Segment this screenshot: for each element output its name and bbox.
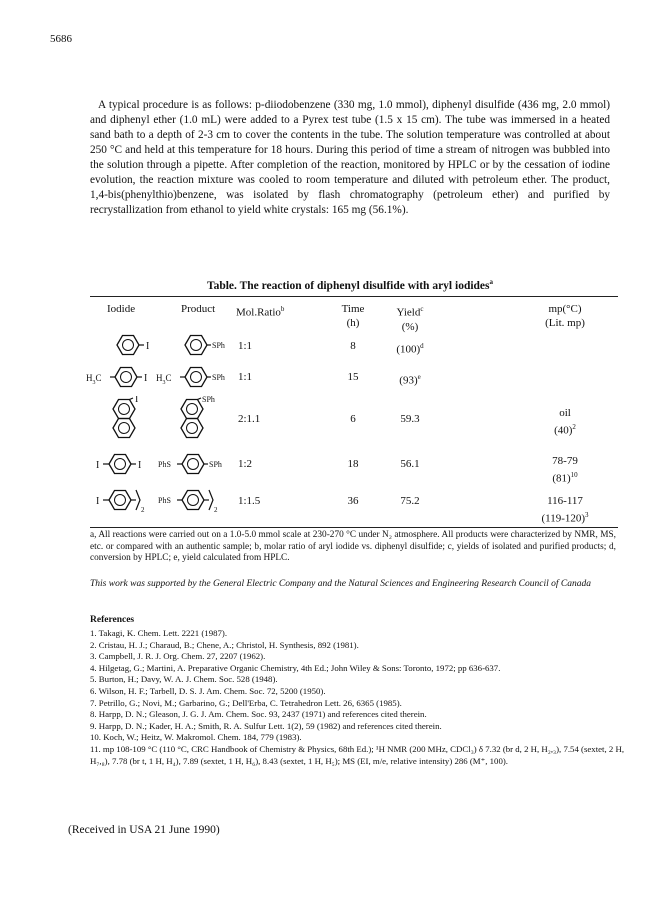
row-4-mp-value: 78-79 xyxy=(552,455,578,467)
row-5-mp-lit xyxy=(520,508,610,526)
header-mol-ratio-mark: b xyxy=(280,305,285,313)
header-yield-label xyxy=(385,302,435,320)
table-bottom-rule xyxy=(90,527,618,528)
row-4-mp-lit-ref: 10 xyxy=(570,471,578,479)
header-product: Product xyxy=(181,303,216,315)
page-number: 5686 xyxy=(50,33,72,45)
iodide-structure-5 xyxy=(94,487,164,515)
header-time-label: Time xyxy=(341,303,365,315)
methyl-sub: 3 xyxy=(162,380,166,386)
reference-item: 2. Cristau, H. J.; Charaud, B.; Chene, A.; Christol, H. Synthesis, 892 (1981). xyxy=(90,639,359,650)
row-4-yield: 56.1 xyxy=(400,458,420,470)
row-2-time: 15 xyxy=(347,371,359,383)
product-structure-3 xyxy=(176,396,236,444)
row-5-mp-lit-value: (119-120) xyxy=(541,512,586,525)
row-5-ratio: 1:1.5 xyxy=(238,495,261,507)
reference-item: 4. Hilgetag, G.; Martini, A. Preparative Organic Chemistry, 4th Ed.; John Wiley & Sons: Toronto, 1972; pp 636-637. xyxy=(90,662,501,673)
row-3-mp xyxy=(530,406,600,438)
product-structure-5 xyxy=(158,487,238,515)
row-1-yield xyxy=(385,339,435,357)
iodide-structure-2 xyxy=(84,364,164,390)
iodide-structure-3 xyxy=(108,396,158,444)
row-4-mp-lit-value: (81) xyxy=(552,472,571,485)
reference-item: 3. Campbell, J. R. J. Org. Chem. 27, 2207 (1962). xyxy=(90,651,266,662)
iodo-label: I xyxy=(138,460,142,471)
row-5-mp-value: 116-117 xyxy=(547,495,583,507)
row-5-mp xyxy=(520,494,610,526)
methyl-c: C xyxy=(165,373,172,383)
table-title-text: Table. The reaction of diphenyl disulfide with aryl iodides xyxy=(206,279,490,292)
received-date: (Received in USA 21 June 1990) xyxy=(68,824,220,836)
sph-label: SPh xyxy=(209,460,222,469)
header-mp-label: mp(°C) xyxy=(548,303,582,315)
references-list xyxy=(90,628,630,767)
sph-label: SPh xyxy=(202,396,215,404)
table-top-rule xyxy=(90,296,618,297)
procedure-paragraph: A typical procedure is as follows: p-diiodobenzene (330 mg, 1.0 mmol), diphenyl disulfide (436 mg, 2.0 mmol) and diphenyl ether (1.0 mL) were added to a Pyrex test tube (1.5 x 15 cm). The tube was immersed in a heated sand bath to a depth of 2-3 cm to cover the contents in the tube. The solution temperature was controlled at about 250 °C and held at this temperature for 18 hours. During this period of time a stream of nitrogen was bubbled into the solution through a pipette. After completion of the reaction, monitored by HPLC or by the cessation of iodine evolution, the reaction mixture was cooled to room temperature and diluted with petroleum ether. The product, 1,4-bis(phenylthio)benzene, was isolated by flash chromatography (petroleum ether) and purified by recrystallization from ethanol to yield white crystals: 165 mg (56.1%). xyxy=(90,99,610,216)
row-3-ratio: 2:1.1 xyxy=(238,413,261,425)
iodo-label: I xyxy=(96,496,100,507)
row-4-time: 18 xyxy=(347,458,359,470)
methyl-label xyxy=(156,373,172,386)
iodide-structure-1 xyxy=(112,332,162,358)
row-5-time: 36 xyxy=(347,495,359,507)
row-5-yield: 75.2 xyxy=(400,495,420,507)
phs-label: PhS xyxy=(158,496,171,505)
row-1-time: 8 xyxy=(350,340,356,352)
row-4-ratio: 1:2 xyxy=(238,458,253,470)
para-sub-label: 2 xyxy=(214,506,218,514)
table-footnote: a, All reactions were carried out on a 1.0-5.0 mmol scale at 230-270 °C under N₂ atmosphere. All products were characterized by NMR, MS, etc. or compared with an authentic sample; b, molar ratio of aryl iodide vs. diphenyl disulfide; c, yields of isolated and purified products; d, conversion by HPLC; e, yield calculated from HPLC. xyxy=(90,530,616,563)
reference-item: 10. Koch, W.; Heitz, W. Makromol. Chem. 184, 779 (1983). xyxy=(90,732,302,743)
header-time xyxy=(330,302,376,330)
reference-item: 7. Petrillo, G.; Novi, M.; Garbarino, G.; Dell'Erba, C. Tetrahedron Lett. 26, 6365 (1985). xyxy=(90,697,402,708)
row-3-mp-lit-ref: 2 xyxy=(572,423,576,431)
row-2-yield xyxy=(385,370,435,388)
references-heading: References xyxy=(90,615,135,625)
header-mp xyxy=(530,302,600,330)
table-title-footnote-mark: a xyxy=(489,278,494,286)
iodo-label: I xyxy=(144,373,148,384)
product-structure-1 xyxy=(180,332,240,358)
header-mol-ratio-text: Mol.Ratio xyxy=(236,306,281,319)
reference-item: 9. Harpp, D. N.; Kader, H. A.; Smith, R. A. Sulfur Lett. 1(2), 59 (1982) and references cited therein. xyxy=(90,720,442,731)
iodo-label: I xyxy=(96,460,100,471)
row-1-yield-mark: d xyxy=(420,342,424,350)
row-4-mp xyxy=(530,454,600,486)
header-yield-mark: c xyxy=(420,305,424,313)
reference-item: 8. Harpp, D. N.; Gleason, J. G. J. Am. Chem. Soc. 93, 2437 (1971) and references cited therein. xyxy=(90,709,427,720)
row-1-yield-value: (100) xyxy=(396,343,421,356)
row-2-yield-mark: e xyxy=(417,373,421,381)
row-4-mp-lit xyxy=(530,468,600,486)
row-3-mp-lit xyxy=(530,420,600,438)
product-structure-2 xyxy=(154,364,240,390)
row-3-time: 6 xyxy=(350,413,356,425)
reference-item: 6. Wilson, H. F.; Tarbell, D. S. J. Am. Chem. Soc. 72, 5200 (1950). xyxy=(90,685,326,696)
sph-label: SPh xyxy=(212,341,225,350)
phs-label: PhS xyxy=(158,460,171,469)
table-title xyxy=(90,278,610,292)
reference-item: 5. Burton, H.; Davy, W. A. J. Chem. Soc. 528 (1948). xyxy=(90,674,278,685)
acknowledgement: This work was supported by the General Electric Company and the Natural Sciences and Engineering Research Council of Canada xyxy=(90,579,591,589)
header-iodide: Iodide xyxy=(107,303,136,315)
methyl-label xyxy=(86,373,102,386)
iodide-structure-4 xyxy=(94,451,164,477)
row-2-ratio: 1:1 xyxy=(238,371,253,383)
reference-item: 11. mp 108-109 °C (110 °C, CRC Handbook of Chemistry & Physics, 68th Ed.); ¹H NMR (200 MHz, CDCl₃) δ 7.32 (br d, 2 H, H₂,₃), 7.54 (sextet, 2 H, H₇,₈), 7.78 (br t, 1 H, H₄), 7.89 (sextet, 1 H, H₆), 8.43 (sextet, 1 H, H₅); MS (EI, m/e, relative intensity) 286 (M⁺, 100). xyxy=(90,743,625,766)
header-mol-ratio xyxy=(236,302,284,320)
methyl-c: C xyxy=(95,373,102,383)
sph-label: SPh xyxy=(212,373,225,382)
header-mp-unit: (Lit. mp) xyxy=(545,317,585,329)
row-3-mp-value: oil xyxy=(559,407,571,419)
iodo-label: I xyxy=(135,396,139,405)
iodo-label: I xyxy=(146,341,150,352)
product-structure-4 xyxy=(158,451,242,477)
reference-item: 1. Takagi, K. Chem. Lett. 2221 (1987). xyxy=(90,628,228,638)
row-5-mp-lit-ref: 3 xyxy=(585,511,589,519)
methyl-h: H xyxy=(156,373,163,383)
header-yield-unit: (%) xyxy=(401,320,419,333)
row-3-mp-lit-value: (40) xyxy=(554,424,573,437)
row-2-yield-value: (93) xyxy=(399,374,418,387)
para-sub-label: 2 xyxy=(141,506,145,514)
row-3-yield: 59.3 xyxy=(400,413,420,425)
methyl-sub: 3 xyxy=(92,380,96,386)
header-yield-text: Yield xyxy=(396,306,421,319)
header-yield xyxy=(385,302,435,334)
row-1-ratio: 1:1 xyxy=(238,340,253,352)
header-time-unit: (h) xyxy=(346,317,360,329)
methyl-h: H xyxy=(86,373,93,383)
